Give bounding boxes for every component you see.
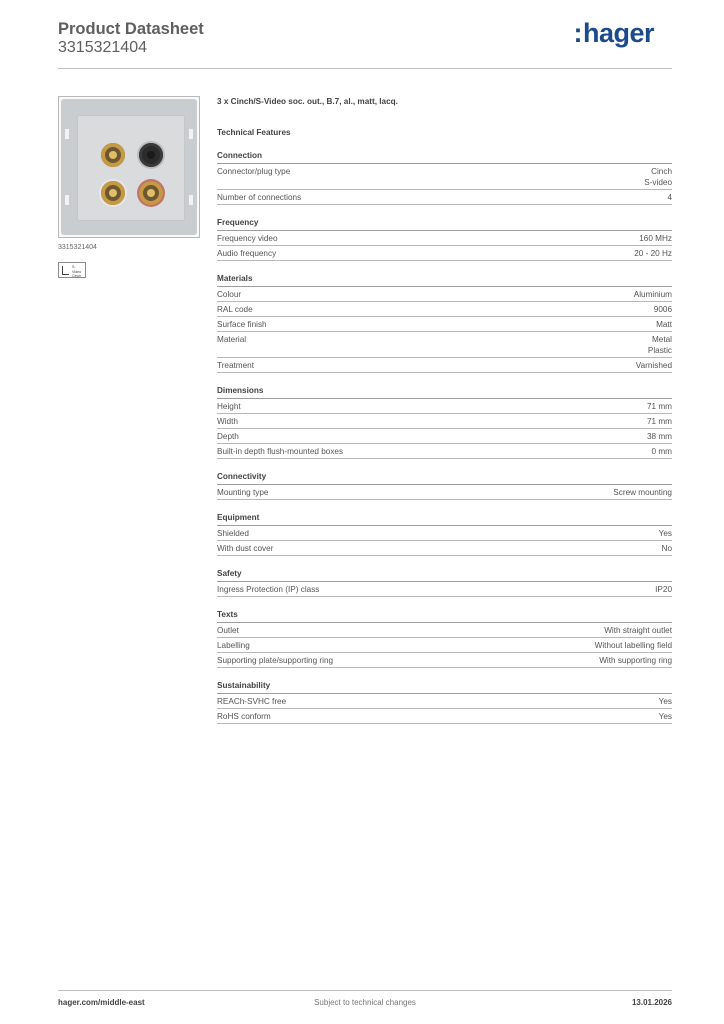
feature-row <box>217 623 672 638</box>
section-connection <box>217 151 672 205</box>
feature-label: Labelling <box>217 641 250 650</box>
section-materials <box>217 274 672 373</box>
cinch-jack-red-icon <box>139 181 163 205</box>
feature-row <box>217 429 672 444</box>
section-title: Connectivity <box>217 472 672 485</box>
feature-value <box>599 655 672 666</box>
feature-value-line: Yes <box>658 712 672 721</box>
datasheet-content <box>217 96 672 724</box>
feature-value <box>639 233 672 244</box>
feature-value <box>652 446 672 457</box>
feature-value <box>648 334 672 356</box>
cinch-jack-icon <box>101 143 125 167</box>
feature-value-line: No <box>661 544 672 553</box>
feature-value <box>656 319 672 330</box>
feature-label: Mounting type <box>217 488 269 497</box>
feature-row <box>217 287 672 302</box>
feature-label: Built-in depth flush-mounted boxes <box>217 447 344 456</box>
feature-value-line: 71 mm <box>646 402 672 411</box>
feature-value <box>655 584 672 595</box>
feature-row <box>217 414 672 429</box>
header-divider <box>58 68 672 69</box>
feature-label: Outlet <box>217 626 239 635</box>
feature-row <box>217 653 672 668</box>
footer-date: 13.01.2026 <box>631 998 672 1007</box>
page-header <box>58 20 672 70</box>
footer-notice: Subject to technical changes <box>314 998 416 1007</box>
feature-row <box>217 317 672 332</box>
feature-value-line: 0 mm <box>651 447 672 456</box>
feature-value <box>634 248 672 259</box>
feature-value <box>604 625 672 636</box>
feature-row <box>217 638 672 653</box>
feature-value <box>659 711 672 722</box>
section-safety <box>217 569 672 597</box>
product-number: 3315321404 <box>58 39 147 56</box>
feature-value <box>644 166 672 188</box>
feature-row <box>217 332 672 358</box>
section-title: Texts <box>217 610 672 623</box>
frame-plate <box>61 99 197 235</box>
section-connectivity <box>217 472 672 500</box>
logo-text: hager <box>582 18 654 48</box>
socket-plate <box>77 115 185 221</box>
feature-value <box>613 487 672 498</box>
section-title: Materials <box>217 274 672 287</box>
feature-sections <box>217 151 672 724</box>
section-frequency <box>217 218 672 261</box>
feature-value-line: 71 mm <box>646 417 672 426</box>
section-sustainability <box>217 681 672 724</box>
feature-value <box>647 416 672 427</box>
feature-value <box>595 640 672 651</box>
feature-row <box>217 582 672 597</box>
feature-label: Colour <box>217 290 242 299</box>
section-title: Frequency <box>217 218 672 231</box>
feature-label: Surface finish <box>217 320 267 329</box>
short-description: 3 x Cinch/S-Video soc. out., B.7, al., matt, lacq. <box>217 97 398 106</box>
feature-value-line: With straight outlet <box>604 626 672 635</box>
feature-value-line: 9006 <box>653 305 672 314</box>
section-dimensions <box>217 386 672 459</box>
feature-label: Depth <box>217 432 239 441</box>
feature-row <box>217 541 672 556</box>
s-video-cinch-symbol-icon: S-Video Cinch <box>58 262 86 278</box>
feature-row <box>217 444 672 459</box>
feature-value <box>662 543 672 554</box>
feature-label: RAL code <box>217 305 253 314</box>
cinch-jack-white-icon <box>101 181 125 205</box>
feature-row <box>217 302 672 317</box>
feature-value-line: 38 mm <box>646 432 672 441</box>
section-equipment <box>217 513 672 556</box>
feature-value-line: Cinch <box>651 167 672 176</box>
feature-row <box>217 246 672 261</box>
section-title: Equipment <box>217 513 672 526</box>
feature-label: Height <box>217 402 241 411</box>
feature-row <box>217 485 672 500</box>
feature-value-line: Yes <box>658 529 672 538</box>
feature-label: Connector/plug type <box>217 167 291 176</box>
feature-value-line: Aluminium <box>633 290 672 299</box>
feature-label: Width <box>217 417 238 426</box>
feature-value-line: Yes <box>658 697 672 706</box>
technical-features-heading: Technical Features <box>217 128 291 137</box>
feature-label: Audio frequency <box>217 249 277 258</box>
feature-label: Shielded <box>217 529 249 538</box>
feature-label: Material <box>217 335 247 344</box>
feature-row <box>217 190 672 205</box>
feature-value <box>659 528 672 539</box>
hager-logo: :hager <box>573 18 654 48</box>
feature-value-line: IP20 <box>655 585 672 594</box>
feature-value <box>634 289 672 300</box>
s-video-jack-icon <box>139 143 163 167</box>
image-caption: 3315321404 <box>58 244 97 251</box>
feature-value-line: S-video <box>644 178 672 187</box>
feature-value-line: 20 - 20 Hz <box>634 249 672 258</box>
feature-row <box>217 526 672 541</box>
feature-value-line: Varnished <box>635 361 672 370</box>
page-title: Product Datasheet <box>58 20 204 38</box>
feature-value-line: Without labelling field <box>594 641 672 650</box>
feature-label: Frequency video <box>217 234 278 243</box>
feature-value <box>667 192 672 203</box>
feature-value-line: Plastic <box>647 346 672 355</box>
feature-label: Ingress Protection (IP) class <box>217 585 320 594</box>
section-texts <box>217 610 672 668</box>
feature-row <box>217 399 672 414</box>
feature-row <box>217 358 672 373</box>
feature-label: RoHS conform <box>217 712 271 721</box>
feature-value-line: 160 MHz <box>639 234 672 243</box>
footer-divider <box>58 990 672 991</box>
feature-value-line: Screw mounting <box>613 488 672 497</box>
feature-label: With dust cover <box>217 544 274 553</box>
feature-value-line: With supporting ring <box>599 656 672 665</box>
feature-row <box>217 164 672 190</box>
feature-label: Treatment <box>217 361 255 370</box>
feature-value <box>647 431 672 442</box>
feature-label: Supporting plate/supporting ring <box>217 656 334 665</box>
product-image <box>58 96 200 238</box>
section-title: Sustainability <box>217 681 672 694</box>
feature-row <box>217 709 672 724</box>
feature-row <box>217 694 672 709</box>
feature-label: REACh-SVHC free <box>217 697 287 706</box>
section-title: Connection <box>217 151 672 164</box>
feature-value <box>654 304 672 315</box>
section-title: Dimensions <box>217 386 672 399</box>
footer-website: hager.com/middle-east <box>58 998 145 1007</box>
feature-value <box>647 401 672 412</box>
feature-value-line: Metal <box>651 335 672 344</box>
feature-value-line: Matt <box>656 320 672 329</box>
feature-value <box>659 696 672 707</box>
section-title: Safety <box>217 569 672 582</box>
feature-label: Number of connections <box>217 193 302 202</box>
feature-row <box>217 231 672 246</box>
feature-value <box>636 360 672 371</box>
feature-value-line: 4 <box>667 193 672 202</box>
